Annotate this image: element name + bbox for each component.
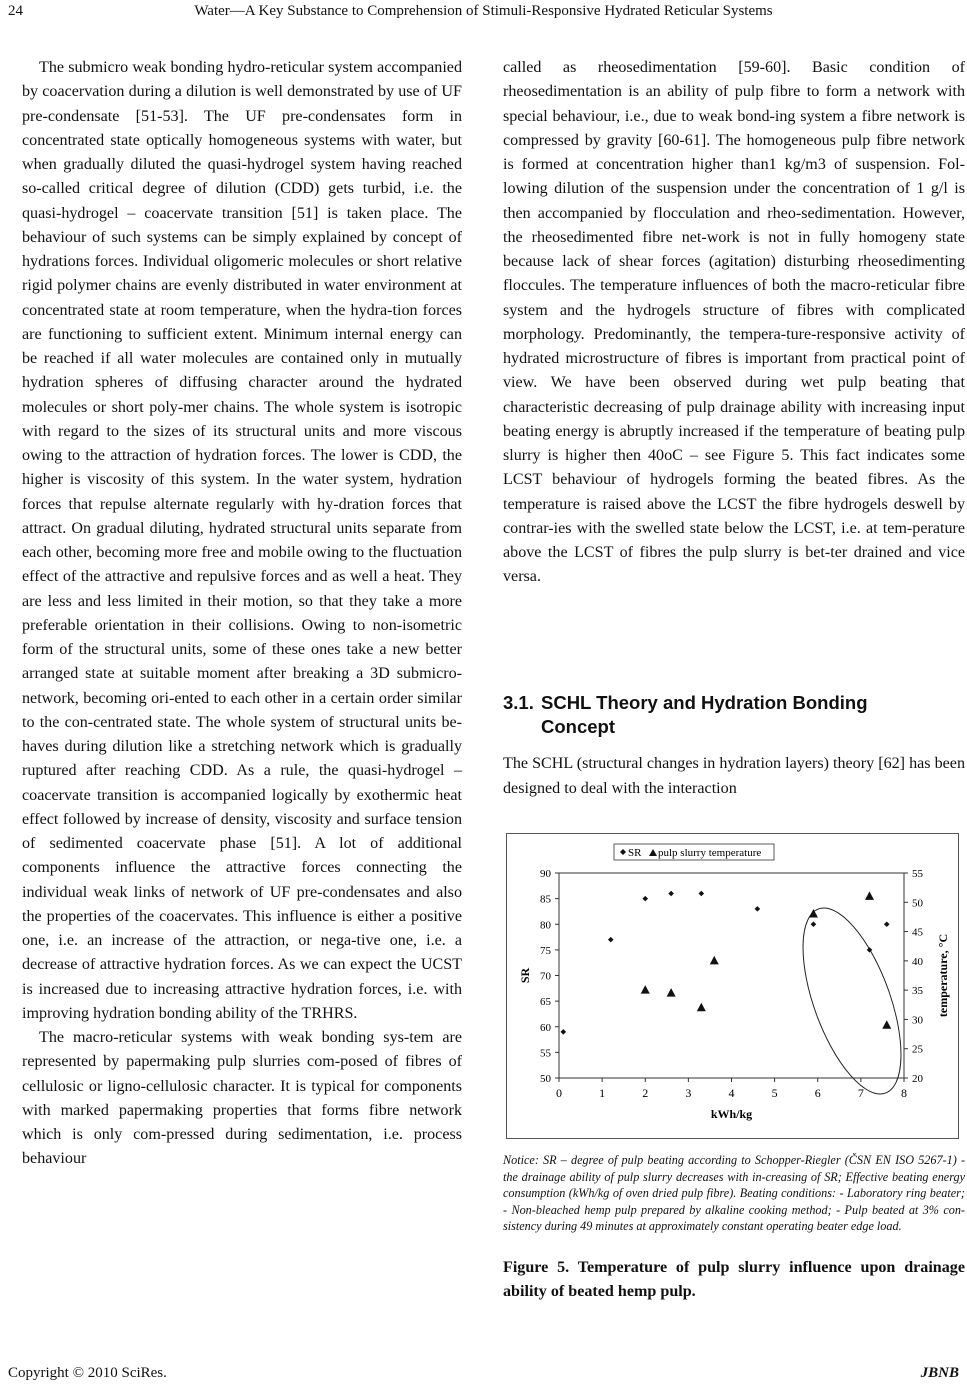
x-tick-label: 4: [728, 1086, 735, 1100]
copyright-text: Copyright © 2010 SciRes.: [8, 1365, 167, 1381]
sr-point: [755, 906, 761, 912]
section-title-line2: Concept: [541, 716, 615, 737]
left-paragraph-2: The macro-reticular systems with weak bonding sys-tem are represented by papermaking pulp slurries com-posed of fibres of cellulosic or ligno-cellulosic character. It is typical for components with marked papermaking properties that forms fibre network which is only com-pressed during sedimentation, i.e. process behaviour: [22, 1029, 462, 1168]
y-tick-label: 55: [540, 1047, 551, 1060]
page-number: 24: [8, 3, 23, 19]
sr-point: [561, 1029, 567, 1035]
x-axis-label: kWh/kg: [710, 1107, 753, 1121]
annotation-ellipse: [783, 896, 921, 1106]
temperature-point: [865, 891, 874, 900]
y-tick-label: 80: [540, 919, 551, 932]
x-tick-label: 3: [685, 1086, 692, 1100]
figure-notice: Notice: SR – degree of pulp beating according to Schopper-Riegler (ČSN EN ISO 5267-1) - the drainage ability of pulp slurry decreases with in-creasing of SR; Effective beating energy consumption (kWh/kg of oven dried pulp fibre). Beating conditions: - Laboratory ring beater; - Non-bleached hemp pulp prepared by alkaline cooking method; - Pulp beated at 3% con-sistency during 49 minutes at approximately constant operating beater edge load.: [503, 1153, 965, 1234]
right-paragraph-2: The SCHL (structural changes in hydration layers) theory [62] has been designed to deal with the interaction: [503, 755, 965, 797]
y-axis-label: SR: [518, 967, 532, 984]
sr-point: [642, 896, 648, 902]
scatter-chart-svg: [507, 834, 958, 1138]
y-tick-label: 75: [540, 944, 551, 957]
temperature-point: [641, 985, 650, 994]
sr-point: [668, 891, 674, 897]
y-tick-label: 85: [540, 893, 551, 906]
y2-tick-label: 20: [912, 1073, 923, 1085]
x-tick-label: 2: [642, 1086, 649, 1100]
legend-entry-sr: SR: [628, 847, 642, 859]
figure-5-chart: [506, 833, 959, 1139]
sr-point: [884, 921, 890, 927]
y2-tick-label: 55: [912, 868, 923, 880]
right-paragraph-1: called as rheosedimentation [59-60]. Basic condition of rheosedimentation is an ability of pulp fibre to form a network with special behaviour, i.e., due to weak bond-ing system a fibre network is compressed by gravity [60-61]. The homogeneous pulp fibre network is formed at concentration higher than1 kg/m3 of suspension. Fol-lowing dilution of the suspension under the concentration of 1 g/l is then accompanied by flocculation and rheo-sedimentation. However, the rheosedimented fibre net-work is not in fully homogeny state because lack of shear forces (agitation) disturbing rheosedimenting floccules. The temperature influences of both the macro-reticular fibre system and the hydrogels structure of fibres with complicated morphology. Predominantly, the tempera-ture-responsive activity of hydrated microstructure of fibres is important from practical point of view. We have been observed during wet pulp beating that characteristic decreasing of pulp drainage ability with increasing input beating energy is abruptly increased if the temperature of beating pulp slurry is higher then 40oC – see Figure 5. This fact indicates some LCST behaviour of hydrogels forming the beated fibres. As the temperature is raised above the LCST the fibre hydrogels deswell by contrar-ies with the swelled state below the LCST, i.e. at tem-perature above the LCST of fibres the pulp slurry is bet-ter drained and vice versa.: [503, 59, 965, 586]
x-tick-label: 7: [857, 1086, 864, 1100]
y2-axis-label: temperature, °C: [936, 933, 950, 1018]
right-column: [503, 56, 965, 590]
temperature-point: [667, 988, 676, 997]
y2-tick-label: 50: [912, 897, 923, 910]
section-heading: [503, 691, 965, 739]
y2-tick-label: 25: [912, 1043, 923, 1056]
section-title-line1: SCHL Theory and Hydration Bonding: [541, 692, 868, 713]
y2-tick-label: 30: [912, 1014, 923, 1027]
x-tick-label: 5: [771, 1086, 778, 1100]
running-title: Water—A Key Substance to Comprehension of Stimuli-Responsive Hydrated Reticular Systems: [194, 3, 773, 19]
page-header: [0, 0, 967, 22]
temperature-point: [697, 1003, 706, 1012]
plot-frame: [559, 873, 904, 1078]
y2-tick-label: 35: [912, 985, 923, 998]
x-tick-label: 8: [901, 1086, 907, 1100]
section-number: 3.1.: [503, 692, 534, 713]
y-tick-label: 50: [540, 1073, 551, 1085]
left-paragraph-1: The submicro weak bonding hydro-reticular system accompanied by coacervation during a dilution is well demonstrated by use of UF pre-condensate [51-53]. The UF pre-condensates form in concentrated state optically homogeneous systems with water, but when gradually diluted the quasi-hydrogel system having reached so-called critical degree of dilution (CDD) gets turbid, i.e. the quasi-hydrogel – coacervate transition [51] is taken place. The behaviour of such systems can be simply explained by concept of hydrations forces. Individual oligomeric molecules or short relative rigid polymer chains are evenly distributed in water environment at concentrated state at room temperature, when the hydra-tion forces are functioning to sufficient extent. Minimum internal energy can be reached if all water molecules are contained only in mutually hydration spheres of diffusing character around the hydrated molecules or short poly-mer chains. The whole system is isotropic with regard to the sizes of its structural units and more viscous owing to the attraction of hydration forces. The lower is CDD, the higher is viscosity of this system. In the water system, hydration forces that repulse alternate regularly with hy-dration forces that attract. On gradual diluting, hydrated structural units separate from each other, becoming more free and mobile owing to the fluctuation effect of the attractive and repulsive forces and as well a heat. They are less and less limited in their motion, so that they take a more preferable orientation in their collisions. Owing to non-isometric form of the structural units, some of these ones take a new better arranged state at suitable moment after breaking a 3D submicro-network, becoming ori-ented to each other in a certain order similar to the con-centrated state. The whole system of structural units be-haves during dilution like a stretching network which is gradually ruptured after reaching CDD. As a rule, the quasi-hydrogel – coacervate transition is accompanied logically by exothermic heat effect followed by increase of density, viscosity and surface tension of sedimented coacervate phase [51]. A lot of additional components influence the attractive forces connecting the individual weak links of network of UF pre-condensates and also the properties of the coacervates. This influence is either a positive one, i.e. an increase of the attraction, or nega-tive one, i.e. a decrease of attractive hydration forces. As we can expect the UCST is increased due to increasing attractive hydration forces, i.e. with improving hydration bonding ability of the TRHRS.: [22, 59, 462, 1022]
temperature-point: [882, 1020, 891, 1029]
figure-caption: Figure 5. Temperature of pulp slurry influence upon drainage ability of beated hemp pulp.: [503, 1259, 965, 1300]
left-column: [22, 56, 462, 1172]
y2-tick-label: 45: [912, 926, 923, 939]
journal-abbrev: JBNB: [920, 1365, 959, 1381]
y-tick-label: 70: [540, 970, 551, 983]
page-footer: [8, 1363, 959, 1383]
temperature-point: [710, 956, 719, 965]
x-tick-label: 0: [556, 1086, 562, 1100]
sr-point: [608, 937, 614, 943]
y-tick-label: 65: [540, 996, 551, 1009]
sr-point: [811, 921, 817, 927]
y2-tick-label: 40: [912, 955, 923, 968]
y-tick-label: 90: [540, 868, 551, 880]
y-tick-label: 60: [540, 1021, 551, 1034]
legend-entry-temperature: pulp slurry temperature: [658, 847, 762, 859]
x-tick-label: 6: [814, 1086, 821, 1100]
x-tick-label: 1: [599, 1086, 606, 1100]
sr-point: [699, 891, 705, 897]
